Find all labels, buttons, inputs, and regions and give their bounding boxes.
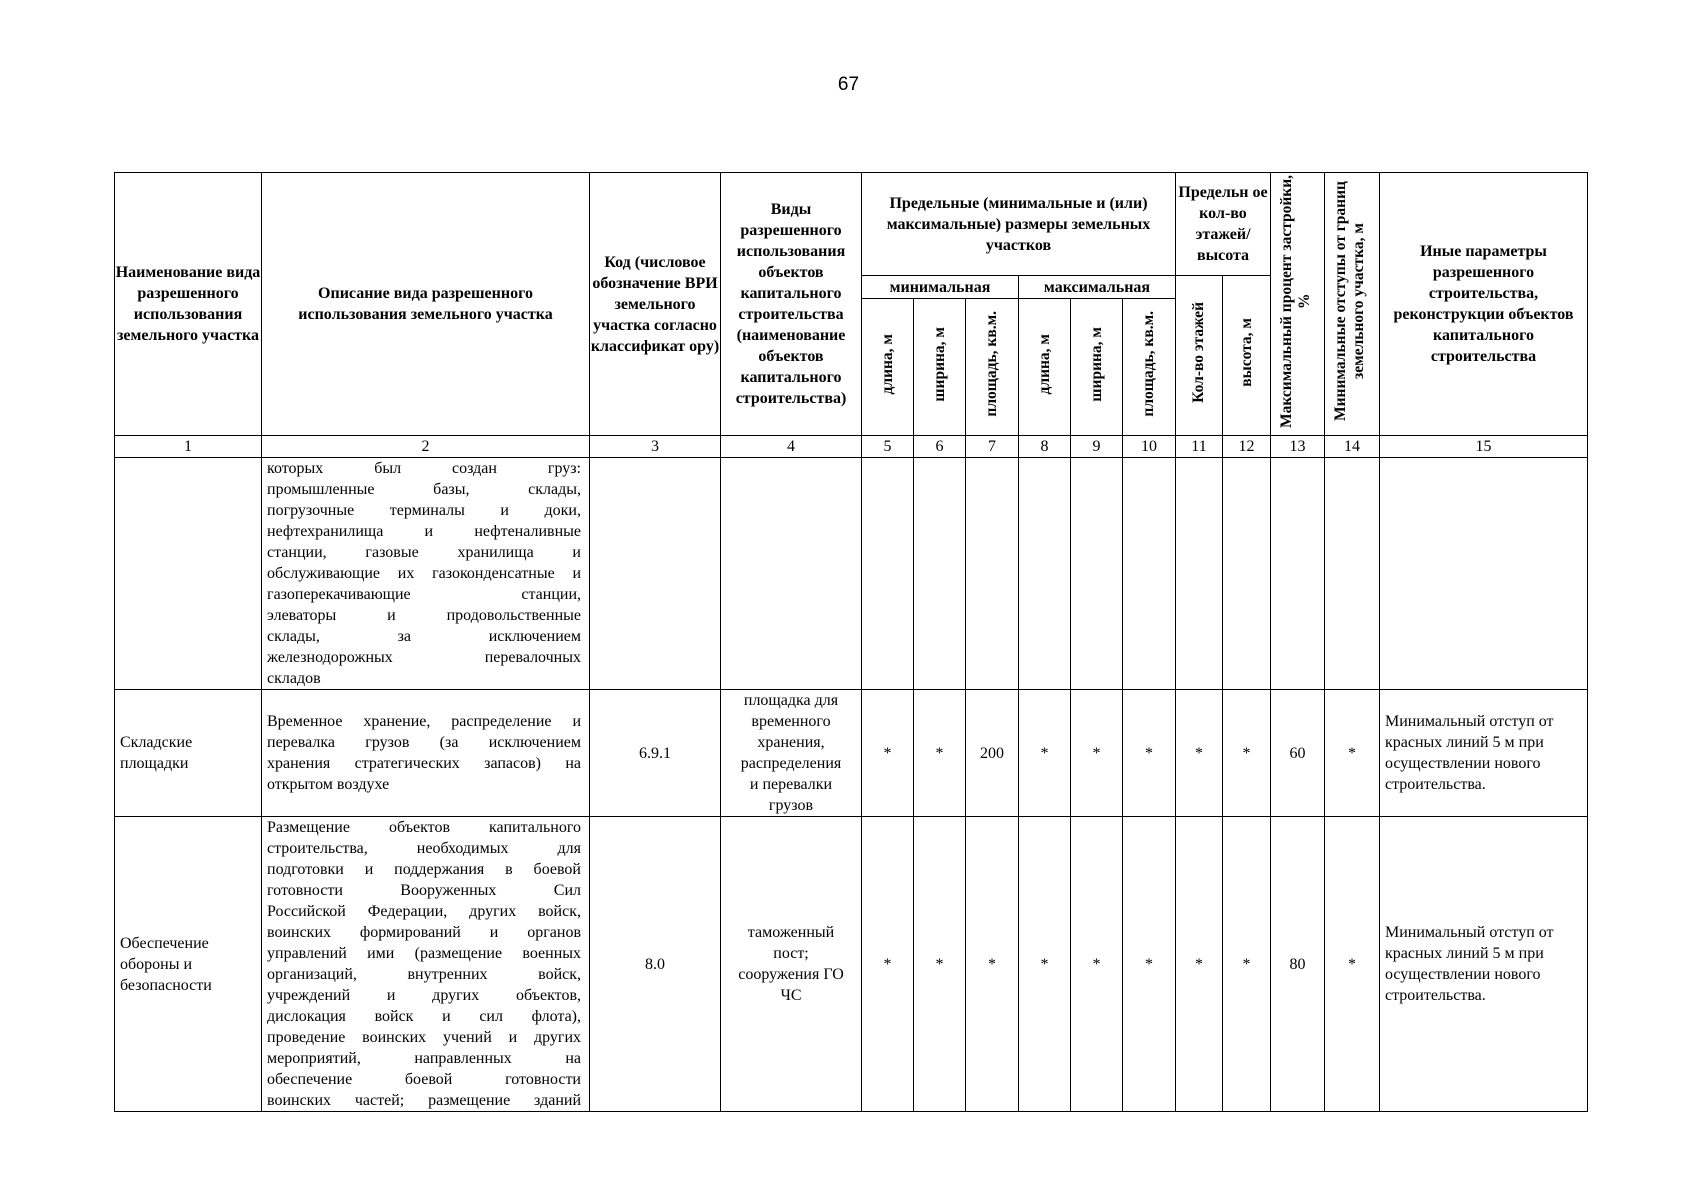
header-plot-size-limits: Предельные (минимальные и (или) максимальные) размеры земельных участков — [862, 173, 1176, 276]
header-minimal: минимальная — [862, 276, 1019, 299]
code-cell: 6.9.1 — [590, 690, 721, 817]
header-height: высота, м — [1223, 276, 1271, 436]
value-cell — [1271, 458, 1325, 690]
column-number-row — [115, 436, 1588, 458]
value-cell: * — [1019, 690, 1071, 817]
column-number: 6 — [914, 436, 966, 458]
value-cell: 60 — [1271, 690, 1325, 817]
value-cell — [914, 458, 966, 690]
value-cell: * — [1123, 690, 1176, 817]
description-cell: которых был создан груз: промышленные базы, склады, погрузочные терминалы и доки, нефтехранилища и нефтеналивные станции, газовые хранилища и обслуживающие их газоконденсатные и газоперекачивающие станции, элеваторы и продовольственные склады, за исключением железнодорожных перевалочных складов — [262, 458, 590, 690]
table-row — [115, 817, 1588, 1112]
value-cell: * — [1019, 817, 1071, 1112]
value-cell: * — [1325, 690, 1380, 817]
column-number: 5 — [862, 436, 914, 458]
value-cell: * — [966, 817, 1019, 1112]
value-cell — [1071, 458, 1123, 690]
header-min-area: площадь, кв.м. — [966, 299, 1019, 436]
header-min-length: длина, м — [862, 299, 914, 436]
value-cell — [1325, 458, 1380, 690]
page-number: 67 — [837, 74, 860, 95]
use-name-cell: Обеспечение обороны и безопасности — [115, 817, 262, 1112]
column-number: 8 — [1019, 436, 1071, 458]
column-number: 3 — [590, 436, 721, 458]
value-cell: * — [1176, 817, 1223, 1112]
use-name-cell: Складские площадки — [115, 690, 262, 817]
value-cell: * — [1176, 690, 1223, 817]
column-number: 7 — [966, 436, 1019, 458]
column-number: 10 — [1123, 436, 1176, 458]
other-params-cell: Минимальный отступ от красных линий 5 м при осуществлении нового строительства. — [1380, 690, 1588, 817]
other-params-cell: Минимальный отступ от красных линий 5 м при осуществлении нового строительства. — [1380, 817, 1588, 1112]
value-cell: * — [1071, 690, 1123, 817]
value-cell: * — [1325, 817, 1380, 1112]
header-min-width: ширина, м — [914, 299, 966, 436]
column-number: 2 — [262, 436, 590, 458]
header-max-length: длина, м — [1019, 299, 1071, 436]
value-cell — [862, 458, 914, 690]
column-number: 15 — [1380, 436, 1588, 458]
column-number: 14 — [1325, 436, 1380, 458]
value-cell: * — [862, 817, 914, 1112]
other-params-cell — [1380, 458, 1588, 690]
value-cell — [1123, 458, 1176, 690]
column-number: 9 — [1071, 436, 1123, 458]
use-name-cell — [115, 458, 262, 690]
land-use-table — [114, 172, 1588, 1112]
header-description: Описание вида разрешенного использования земельного участка — [262, 173, 590, 436]
value-cell: * — [862, 690, 914, 817]
value-cell: * — [1223, 817, 1271, 1112]
header-other-params: Иные параметры разрешенного строительства, реконструкции объектов капитального строительства — [1380, 173, 1588, 436]
header-max-width: ширина, м — [1071, 299, 1123, 436]
value-cell — [966, 458, 1019, 690]
value-cell: * — [1071, 817, 1123, 1112]
column-number: 11 — [1176, 436, 1223, 458]
column-number: 4 — [721, 436, 862, 458]
column-number: 13 — [1271, 436, 1325, 458]
column-number: 1 — [115, 436, 262, 458]
value-cell — [1019, 458, 1071, 690]
table-row — [115, 458, 1588, 690]
value-cell: 200 — [966, 690, 1019, 817]
code-cell — [590, 458, 721, 690]
value-cell: * — [1223, 690, 1271, 817]
description-cell: Размещение объектов капитального строительства, необходимых для подготовки и поддержания в боевой готовности Вооруженных Сил Российской Федерации, других войск, воинских формирований и органов управлений ими (размещение военных организаций, внутренних войск, учреждений и других объектов, дислокация войск и сил флота), проведение воинских учений и других мероприятий, направленных на обеспечение боевой готовности воинских частей; размещение зданий — [262, 817, 590, 1112]
header-code: Код (числовое обозначение ВРИ земельного участка согласно классификат ору) — [590, 173, 721, 436]
code-cell: 8.0 — [590, 817, 721, 1112]
header-floors-height: Предельн ое кол-во этажей/ высота — [1176, 173, 1271, 276]
header-use-name: Наименование вида разрешенного использования земельного участка — [115, 173, 262, 436]
value-cell: * — [1123, 817, 1176, 1112]
value-cell: * — [914, 690, 966, 817]
kinds-cell — [721, 458, 862, 690]
header-kinds: Виды разрешенного использования объектов капитального строительства (наименование объектов капитального строительства) — [721, 173, 862, 436]
header-min-setbacks: Минимальные отступы от границ земельного участка, м — [1325, 173, 1380, 436]
header-floors: Кол-во этажей — [1176, 276, 1223, 436]
column-number: 12 — [1223, 436, 1271, 458]
description-cell: Временное хранение, распределение и перевалка грузов (за исключением хранения стратегических запасов) на открытом воздухе — [262, 690, 590, 817]
kinds-cell: площадка для временного хранения, распределения и перевалки грузов — [721, 690, 862, 817]
value-cell: 80 — [1271, 817, 1325, 1112]
kinds-cell: таможенный пост; сооружения ГО ЧС — [721, 817, 862, 1112]
value-cell: * — [914, 817, 966, 1112]
header-max-coverage: Максимальный процент застройки, % — [1271, 173, 1325, 436]
header-maximal: максимальная — [1019, 276, 1176, 299]
table-row — [115, 690, 1588, 817]
value-cell — [1176, 458, 1223, 690]
header-max-area: площадь, кв.м. — [1123, 299, 1176, 436]
value-cell — [1223, 458, 1271, 690]
